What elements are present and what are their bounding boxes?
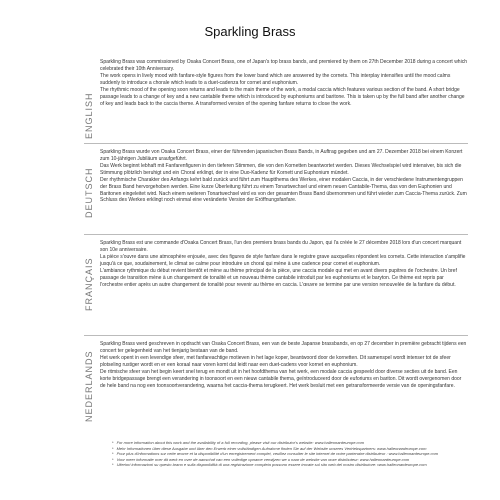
bullet-icon: *: [112, 451, 114, 457]
page-title: Sparkling Brass: [204, 24, 296, 39]
bullet-icon: *: [112, 445, 114, 451]
section-nederlands: [100, 341, 468, 389]
bullet-icon: *: [112, 456, 114, 462]
paragraph: The rhythmic mood of the opening soon returns and leads to the main theme of the work, a modal caccia which features various section of the band. A short bridge passage leads to a change of key and a new cantabile theme which is introduced by euphoniums and baritone. This is taken up by the full band after another change of key and leads back to the caccia theme. A transformed version of the opening fanfare returns to close the work.: [100, 87, 465, 107]
section-divider: [84, 143, 468, 144]
section-francais: [100, 240, 468, 288]
paragraph: Der rhythmische Charakter des Anfangs kehrt bald zurück und führt zum Hauptthema des Werkes, einer modalen Caccia, in der verschiedene Instrumentengruppen der Brass Band hervorgehoben werden. Eine kurze Überleitung führt zu einem Tonartwechsel und einem neuen Cantabile-Thema, das von den Euphonien und Baritonen eingeleitet wird. Nach einem weiteren Tonartwechsel wird es von der gesamten Brass Band übernommen und führt wieder zum Caccia-Thema zurück. Zum Schluss des Werkes erklingt noch einmal eine veränderte Version der Eröffnungsfanfare.: [100, 177, 467, 204]
language-label-francais: FRANÇAIS: [84, 257, 94, 311]
paragraph: La pièce s'ouvre dans une atmosphère enjouée, avec des figures de style fanfare dans le registre grave auxquelles répondent les cornets. Cette interaction s'amplifie jusqu'à ce que, soudainement, le climat se calme pour introduire un choral qui mène à une cadence pour cornet et euphonium.: [100, 254, 466, 267]
paragraph: Sparkling Brass est une commande d'Osaka Concert Brass, l'un des premiers brass bands du Japon, qui l'a créée le 27 décembre 2018 lors d'un concert marquant son 10e anniversaire.: [100, 240, 462, 253]
section-divider: [84, 234, 468, 235]
paragraph: L'ambiance rythmique du début revient bientôt et mène au thème principal de la pièce, une caccia modale qui met en avant divers pupitres de l'orchestre. Un bref passage de transition mène à un changement de tonalité et un nouveau thème cantabile introduit par les euphoniums et le baryton. Ce thème est repris par l'orchestre entier après un autre changement de tonalité pour revenir au thème en caccia. L'œuvre se termine par une version renouvelée de la fanfare du début.: [100, 268, 457, 288]
bullet-icon: *: [112, 462, 114, 468]
paragraph: The work opens in lively mood with fanfare-style figures from the lower band which are answered by the cornets. This interplay intensifies until the mood calms suddenly to introduce a chorale which leads to a duet-cadenza for cornet and euphonium.: [100, 73, 451, 86]
language-label-nederlands: NEDERLANDS: [84, 350, 94, 422]
language-label-deutsch: DEUTSCH: [84, 167, 94, 219]
section-deutsch: [100, 149, 468, 204]
paragraph: Sparkling Brass werd geschreven in opdracht van Osaka Concert Brass, een van de beste Japanse brassbands, en op 27 december in première gebracht tijdens een concert ter gelegenheid van het tienjarig bestaan van de band.: [100, 341, 467, 354]
paragraph: De ritmische sfeer van het begin keert snel terug en mondt uit in het hoofdthema van het werk, een modale caccia gespeeld door diverse secties uit de band. Een korte bridgepassage brengt een verandering in toonsoort en een nieuw cantabile thema, geïntroduceerd door de euforiums en bariton. Dit wordt overgenomen door de hele band na nog een toonsoortverandering, waarna het caccia-thema terugkeert. Het werk besluit met een getransformeerde versie van de openingsfanfare.: [100, 369, 462, 389]
paragraph: Sparkling Brass was commissioned by Osaka Concert Brass, one of Japan's top brass bands, and premiered by them on 27th December 2018 during a concert which celebrated their 10th Anniversary.: [100, 59, 467, 72]
footnote: * Ulteriori informazioni su questo brano e sulla disponibilità di una registrazione completa possono essere trovate sul sito web del nostro distributore: www.halleonardeurope.com: [112, 462, 427, 468]
paragraph: Het werk opent in een levendige sfeer, met fanfareachtige motieven in het lage koper, beantwoord door de kornetten. Dit samenspel wordt intenser tot de sfeer plotseling rustiger wordt en er een koraal naar voren komt dat leidt naar een duet-cadens voor kornet en euphonium.: [100, 355, 451, 368]
footnotes: [112, 440, 468, 468]
bullet-icon: *: [112, 440, 114, 445]
section-english: [100, 59, 468, 107]
footnote: * Mehr Informationen über diese Ausgabe und über den Erwerb einer vollständigen Aufnahme finden Sie auf der Website unseres Vertriebspartners: www.halleonardeurope.com: [112, 445, 427, 451]
footnote: * Voor meer informatie over dit werk en over de aanschaf van een volledige opname verwijzen we u naar de website van onze distributeur: www.halleonardeurope.com: [112, 456, 410, 462]
language-label-english: ENGLISH: [84, 92, 94, 140]
paragraph: Sparkling Brass wurde von Osaka Concert Brass, einer der führenden japanischen Brass Bands, in Auftrag gegeben und am 27. Dezember 2018 bei einem Konzert zum 10-jährigen Jubiläum uraufgeführt.: [100, 149, 463, 162]
footnote: * For more information about this work and the availability of a full recording, please visit our distributor's website: www.halleonardeurope.com: [112, 440, 365, 445]
paragraph: Das Werk beginnt lebhaft mit Fanfarenfiguren in den tieferen Stimmen, die von den Kornetten beantwortet werden. Dieses Wechselspiel wird intensiver, bis sich die Stimmung plötzlich beruhigt und ein Choral erklingt, der in eine Duo-Kadenz für Kornett und Euphonium mündet.: [100, 163, 462, 176]
footnote: * Pour plus d'informations sur cette œuvre et la disponibilité d'un enregistrement complet, veuillez consulter le site internet de notre partenaire distributeur : www.halleonardeurope.com: [112, 451, 439, 457]
section-divider: [84, 335, 468, 336]
